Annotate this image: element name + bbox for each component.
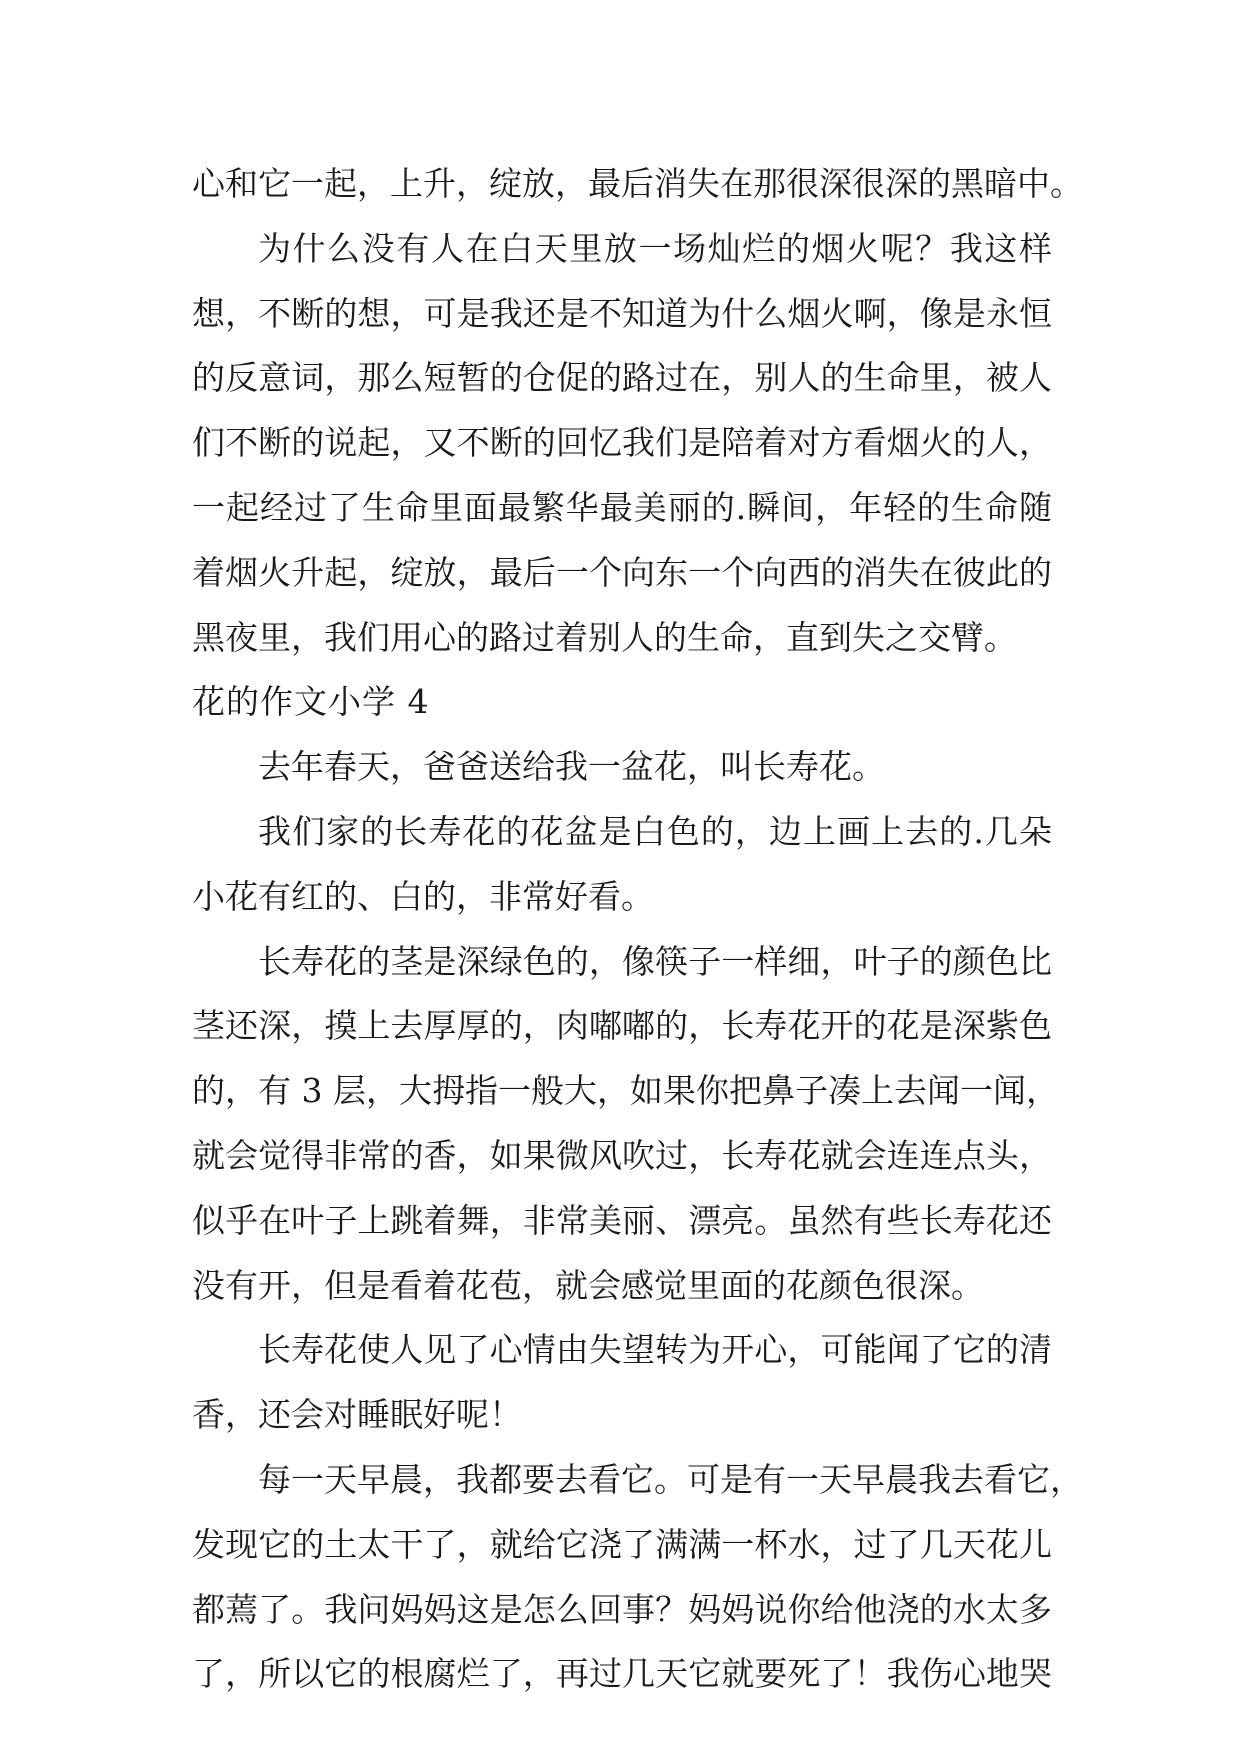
- paragraph-first-line: 我们家的长寿花的花盆是白色的，边上画上去的.几朵: [258, 811, 1052, 851]
- text-line: 茎还深，摸上去厚厚的，肉嘟嘟的，长寿花开的花是深紫色: [192, 1006, 1052, 1046]
- text-line: 一起经过了生命里面最繁华最美丽的.瞬间，年轻的生命随: [192, 487, 1052, 527]
- text-line: 香，还会对睡眠好呢！: [192, 1395, 522, 1435]
- paragraph-first-line: 每一天早晨，我都要去看它。可是有一天早晨我去看它，: [258, 1459, 1083, 1499]
- text-line: 的，有 3 层，大拇指一般大，如果你把鼻子凑上去闻一闻，: [192, 1071, 1059, 1111]
- section-heading: 花的作文小学 4: [192, 682, 430, 722]
- text-line: 心和它一起，上升，绽放，最后消失在那很深很深的黑暗中。: [192, 164, 1083, 203]
- text-line: 了，所以它的根腐烂了，再过几天它就要死了！我伤心地哭: [192, 1654, 1052, 1694]
- paragraph-first-line: 去年春天，爸爸送给我一盆花，叫长寿花。: [258, 747, 885, 787]
- text-line: 就会觉得非常的香，如果微风吹过，长寿花就会连连点头，: [192, 1135, 1052, 1175]
- text-line: 的反意词，那么短暂的仓促的路过在，别人的生命里，被人: [192, 358, 1052, 398]
- document-body: [192, 152, 1083, 1707]
- text-line: 发现它的土太干了，就给它浇了满满一杯水，过了几天花儿: [192, 1524, 1052, 1564]
- paragraph-first-line: 为什么没有人在白天里放一场灿烂的烟火呢？我这样: [258, 228, 1052, 268]
- text-line: 似乎在叶子上跳着舞，非常美丽、漂亮。虽然有些长寿花还: [192, 1200, 1052, 1240]
- text-line: 没有开，但是看着花苞，就会感觉里面的花颜色很深。: [192, 1265, 984, 1305]
- text-line: 们不断的说起，又不断的回忆我们是陪着对方看烟火的人，: [192, 423, 1052, 463]
- text-line: 想，不断的想，可是我还是不知道为什么烟火啊，像是永恒: [192, 293, 1052, 333]
- text-line: 黑夜里，我们用心的路过着别人的生命，直到失之交臂。: [192, 617, 1017, 657]
- text-line: 都蔫了。我问妈妈这是怎么回事？妈妈说你给他浇的水太多: [192, 1589, 1052, 1629]
- text-line: 小花有红的、白的，非常好看。: [192, 876, 654, 916]
- paragraph-first-line: 长寿花使人见了心情由失望转为开心，可能闻了它的清: [258, 1330, 1052, 1370]
- text-line: 着烟火升起，绽放，最后一个向东一个向西的消失在彼此的: [192, 552, 1052, 592]
- paragraph-first-line: 长寿花的茎是深绿色的，像筷子一样细，叶子的颜色比: [258, 941, 1052, 981]
